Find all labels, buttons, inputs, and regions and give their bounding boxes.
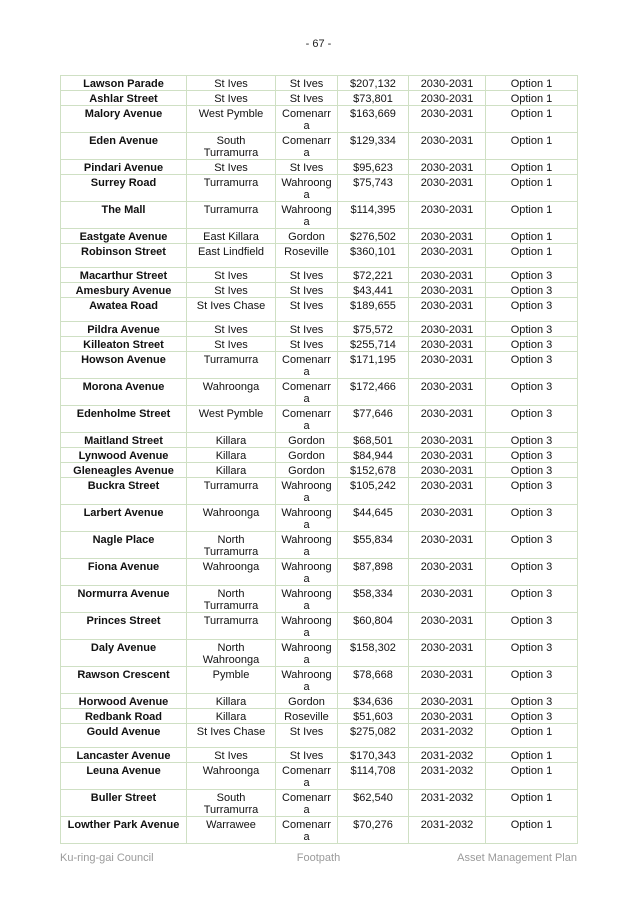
cell-option: Option 1 <box>486 160 578 175</box>
cell-street: Howson Avenue <box>61 352 187 379</box>
cell-period: 2030-2031 <box>409 298 486 322</box>
cell-cost: $73,801 <box>338 91 409 106</box>
cell-cost: $360,101 <box>338 244 409 268</box>
cell-period: 2030-2031 <box>409 352 486 379</box>
cell-cost: $105,242 <box>338 478 409 505</box>
cell-area: St Ives <box>276 748 338 763</box>
cell-cost: $158,302 <box>338 640 409 667</box>
cell-option: Option 1 <box>486 244 578 268</box>
cell-street: Morona Avenue <box>61 379 187 406</box>
cell-area: Wahroong a <box>276 667 338 694</box>
cell-option: Option 1 <box>486 817 578 844</box>
cell-suburb: North Wahroonga <box>187 640 276 667</box>
cell-area: St Ives <box>276 724 338 748</box>
cell-option: Option 3 <box>486 586 578 613</box>
cell-cost: $55,834 <box>338 532 409 559</box>
cell-option: Option 3 <box>486 559 578 586</box>
cell-street: Gould Avenue <box>61 724 187 748</box>
cell-option: Option 3 <box>486 283 578 298</box>
table-row <box>61 283 578 298</box>
table-row <box>61 463 578 478</box>
cell-cost: $129,334 <box>338 133 409 160</box>
cell-area: St Ives <box>276 76 338 91</box>
cell-suburb: South Turramurra <box>187 790 276 817</box>
cell-suburb: Wahroonga <box>187 505 276 532</box>
cell-period: 2030-2031 <box>409 76 486 91</box>
table-row <box>61 586 578 613</box>
cell-option: Option 3 <box>486 613 578 640</box>
cell-street: Gleneagles Avenue <box>61 463 187 478</box>
cell-period: 2030-2031 <box>409 379 486 406</box>
table-row <box>61 724 578 748</box>
cell-period: 2030-2031 <box>409 160 486 175</box>
cell-suburb: Turramurra <box>187 175 276 202</box>
cell-area: Comenarr a <box>276 379 338 406</box>
cell-period: 2031-2032 <box>409 817 486 844</box>
table-row <box>61 337 578 352</box>
cell-area: St Ives <box>276 322 338 337</box>
cell-option: Option 3 <box>486 463 578 478</box>
cell-street: Pildra Avenue <box>61 322 187 337</box>
cell-period: 2030-2031 <box>409 175 486 202</box>
cell-suburb: St Ives <box>187 76 276 91</box>
cell-street: Eastgate Avenue <box>61 229 187 244</box>
table-row <box>61 709 578 724</box>
table-row <box>61 478 578 505</box>
cell-cost: $75,572 <box>338 322 409 337</box>
cell-suburb: St Ives Chase <box>187 298 276 322</box>
cell-area: Comenarr a <box>276 763 338 790</box>
cell-area: Comenarr a <box>276 406 338 433</box>
cell-area: Wahroong a <box>276 505 338 532</box>
cell-period: 2030-2031 <box>409 532 486 559</box>
table-row <box>61 352 578 379</box>
cell-street: Leuna Avenue <box>61 763 187 790</box>
table-row <box>61 268 578 283</box>
cell-street: Redbank Road <box>61 709 187 724</box>
cell-period: 2030-2031 <box>409 433 486 448</box>
cell-cost: $172,466 <box>338 379 409 406</box>
cell-cost: $171,195 <box>338 352 409 379</box>
cell-option: Option 3 <box>486 433 578 448</box>
cell-period: 2030-2031 <box>409 586 486 613</box>
cell-suburb: Turramurra <box>187 478 276 505</box>
cell-suburb: Killara <box>187 709 276 724</box>
cell-area: St Ives <box>276 337 338 352</box>
cell-option: Option 1 <box>486 790 578 817</box>
table-row <box>61 505 578 532</box>
cell-period: 2030-2031 <box>409 268 486 283</box>
cell-suburb: Turramurra <box>187 202 276 229</box>
cell-period: 2030-2031 <box>409 559 486 586</box>
cell-suburb: St Ives <box>187 283 276 298</box>
cell-period: 2030-2031 <box>409 202 486 229</box>
cell-period: 2030-2031 <box>409 709 486 724</box>
cell-street: Ashlar Street <box>61 91 187 106</box>
cell-period: 2030-2031 <box>409 505 486 532</box>
cell-street: Malory Avenue <box>61 106 187 133</box>
cell-cost: $58,334 <box>338 586 409 613</box>
cell-street: Rawson Crescent <box>61 667 187 694</box>
cell-option: Option 1 <box>486 76 578 91</box>
cell-cost: $75,743 <box>338 175 409 202</box>
cell-cost: $189,655 <box>338 298 409 322</box>
table-row <box>61 748 578 763</box>
cell-cost: $114,395 <box>338 202 409 229</box>
cell-period: 2030-2031 <box>409 91 486 106</box>
cell-cost: $77,646 <box>338 406 409 433</box>
table-row <box>61 322 578 337</box>
cell-option: Option 3 <box>486 322 578 337</box>
cell-period: 2030-2031 <box>409 283 486 298</box>
table-row <box>61 433 578 448</box>
cell-street: Fiona Avenue <box>61 559 187 586</box>
cell-area: Gordon <box>276 229 338 244</box>
cell-street: Amesbury Avenue <box>61 283 187 298</box>
table-row <box>61 532 578 559</box>
cell-street: Lowther Park Avenue <box>61 817 187 844</box>
cell-period: 2031-2032 <box>409 763 486 790</box>
cell-suburb: North Turramurra <box>187 532 276 559</box>
cell-period: 2030-2031 <box>409 694 486 709</box>
cell-suburb: St Ives <box>187 322 276 337</box>
table-body <box>61 76 578 844</box>
cell-period: 2030-2031 <box>409 463 486 478</box>
cell-option: Option 1 <box>486 763 578 790</box>
cell-area: Comenarr a <box>276 133 338 160</box>
cell-suburb: South Turramurra <box>187 133 276 160</box>
cell-option: Option 3 <box>486 667 578 694</box>
cell-option: Option 3 <box>486 709 578 724</box>
cell-option: Option 3 <box>486 694 578 709</box>
cell-period: 2030-2031 <box>409 229 486 244</box>
cell-period: 2030-2031 <box>409 244 486 268</box>
cell-period: 2030-2031 <box>409 406 486 433</box>
table-row <box>61 817 578 844</box>
cell-option: Option 3 <box>486 352 578 379</box>
cell-suburb: St Ives <box>187 91 276 106</box>
table-row <box>61 790 578 817</box>
table-row <box>61 202 578 229</box>
cell-suburb: St Ives <box>187 748 276 763</box>
footpath-works-table <box>60 75 578 844</box>
cell-area: St Ives <box>276 91 338 106</box>
cell-suburb: Pymble <box>187 667 276 694</box>
cell-option: Option 1 <box>486 202 578 229</box>
cell-suburb: Killara <box>187 694 276 709</box>
cell-street: Eden Avenue <box>61 133 187 160</box>
cell-suburb: Turramurra <box>187 613 276 640</box>
cell-suburb: West Pymble <box>187 106 276 133</box>
cell-area: Roseville <box>276 244 338 268</box>
cell-cost: $72,221 <box>338 268 409 283</box>
cell-area: Wahroong a <box>276 175 338 202</box>
cell-area: Wahroong a <box>276 202 338 229</box>
cell-cost: $51,603 <box>338 709 409 724</box>
cell-area: Wahroong a <box>276 613 338 640</box>
cell-street: Awatea Road <box>61 298 187 322</box>
cell-period: 2031-2032 <box>409 748 486 763</box>
cell-period: 2030-2031 <box>409 322 486 337</box>
cell-option: Option 3 <box>486 640 578 667</box>
cell-suburb: St Ives <box>187 337 276 352</box>
table-row <box>61 244 578 268</box>
cell-area: Gordon <box>276 433 338 448</box>
cell-option: Option 3 <box>486 298 578 322</box>
table-row <box>61 175 578 202</box>
cell-cost: $62,540 <box>338 790 409 817</box>
table-row <box>61 298 578 322</box>
cell-suburb: Wahroonga <box>187 559 276 586</box>
cell-period: 2030-2031 <box>409 133 486 160</box>
cell-period: 2031-2032 <box>409 790 486 817</box>
cell-option: Option 3 <box>486 505 578 532</box>
cell-area: Wahroong a <box>276 559 338 586</box>
cell-street: Buller Street <box>61 790 187 817</box>
cell-suburb: East Lindfield <box>187 244 276 268</box>
table-row <box>61 559 578 586</box>
cell-cost: $43,441 <box>338 283 409 298</box>
cell-suburb: Killara <box>187 463 276 478</box>
cell-street: Nagle Place <box>61 532 187 559</box>
cell-suburb: West Pymble <box>187 406 276 433</box>
cell-option: Option 1 <box>486 106 578 133</box>
cell-option: Option 3 <box>486 268 578 283</box>
cell-cost: $87,898 <box>338 559 409 586</box>
cell-suburb: St Ives Chase <box>187 724 276 748</box>
cell-cost: $255,714 <box>338 337 409 352</box>
cell-option: Option 3 <box>486 337 578 352</box>
cell-street: Maitland Street <box>61 433 187 448</box>
cell-cost: $70,276 <box>338 817 409 844</box>
footer-plan-title: Asset Management Plan <box>457 852 577 864</box>
cell-street: Surrey Road <box>61 175 187 202</box>
cell-period: 2030-2031 <box>409 337 486 352</box>
cell-street: Larbert Avenue <box>61 505 187 532</box>
cell-cost: $163,669 <box>338 106 409 133</box>
cell-area: Wahroong a <box>276 478 338 505</box>
cell-street: Princes Street <box>61 613 187 640</box>
cell-option: Option 3 <box>486 379 578 406</box>
cell-suburb: St Ives <box>187 160 276 175</box>
cell-street: The Mall <box>61 202 187 229</box>
cell-cost: $275,082 <box>338 724 409 748</box>
cell-cost: $34,636 <box>338 694 409 709</box>
table-row <box>61 694 578 709</box>
cell-period: 2030-2031 <box>409 448 486 463</box>
cell-option: Option 1 <box>486 91 578 106</box>
cell-street: Macarthur Street <box>61 268 187 283</box>
page-number: - 67 - <box>305 38 332 50</box>
cell-street: Lawson Parade <box>61 76 187 91</box>
table-row <box>61 76 578 91</box>
table-row <box>61 763 578 790</box>
cell-cost: $84,944 <box>338 448 409 463</box>
cell-option: Option 1 <box>486 175 578 202</box>
cell-cost: $60,804 <box>338 613 409 640</box>
cell-period: 2030-2031 <box>409 613 486 640</box>
cell-area: Gordon <box>276 694 338 709</box>
cell-area: Wahroong a <box>276 640 338 667</box>
cell-street: Buckra Street <box>61 478 187 505</box>
cell-area: St Ives <box>276 268 338 283</box>
cell-period: 2030-2031 <box>409 640 486 667</box>
cell-option: Option 3 <box>486 448 578 463</box>
cell-area: Comenarr a <box>276 352 338 379</box>
cell-cost: $78,668 <box>338 667 409 694</box>
cell-street: Lynwood Avenue <box>61 448 187 463</box>
cell-suburb: Killara <box>187 433 276 448</box>
cell-area: St Ives <box>276 283 338 298</box>
cell-cost: $152,678 <box>338 463 409 478</box>
cell-suburb: Wahroonga <box>187 763 276 790</box>
cell-suburb: St Ives <box>187 268 276 283</box>
cell-area: Comenarr a <box>276 106 338 133</box>
table-row <box>61 91 578 106</box>
cell-option: Option 3 <box>486 532 578 559</box>
cell-suburb: Warrawee <box>187 817 276 844</box>
cell-street: Pindari Avenue <box>61 160 187 175</box>
cell-area: St Ives <box>276 298 338 322</box>
cell-suburb: Killara <box>187 448 276 463</box>
cell-area: St Ives <box>276 160 338 175</box>
table-row <box>61 640 578 667</box>
cell-street: Horwood Avenue <box>61 694 187 709</box>
footer-council: Ku-ring-gai Council <box>60 852 154 864</box>
cell-period: 2030-2031 <box>409 667 486 694</box>
cell-option: Option 3 <box>486 406 578 433</box>
cell-suburb: North Turramurra <box>187 586 276 613</box>
cell-option: Option 1 <box>486 748 578 763</box>
cell-street: Edenholme Street <box>61 406 187 433</box>
table-row <box>61 448 578 463</box>
cell-street: Robinson Street <box>61 244 187 268</box>
cell-period: 2030-2031 <box>409 478 486 505</box>
cell-option: Option 1 <box>486 229 578 244</box>
cell-cost: $170,343 <box>338 748 409 763</box>
cell-option: Option 1 <box>486 133 578 160</box>
cell-area: Gordon <box>276 448 338 463</box>
table-row <box>61 133 578 160</box>
cell-area: Wahroong a <box>276 532 338 559</box>
cell-option: Option 1 <box>486 724 578 748</box>
cell-period: 2030-2031 <box>409 106 486 133</box>
cell-cost: $68,501 <box>338 433 409 448</box>
cell-street: Daly Avenue <box>61 640 187 667</box>
cell-street: Lancaster Avenue <box>61 748 187 763</box>
cell-area: Gordon <box>276 463 338 478</box>
table-row <box>61 613 578 640</box>
cell-area: Comenarr a <box>276 790 338 817</box>
table-row <box>61 406 578 433</box>
cell-area: Wahroong a <box>276 586 338 613</box>
footer-section: Footpath <box>296 852 341 864</box>
cell-cost: $95,623 <box>338 160 409 175</box>
cell-option: Option 3 <box>486 478 578 505</box>
cell-suburb: Wahroonga <box>187 379 276 406</box>
cell-suburb: Turramurra <box>187 352 276 379</box>
cell-area: Roseville <box>276 709 338 724</box>
table-row <box>61 106 578 133</box>
table-row <box>61 667 578 694</box>
cell-area: Comenarr a <box>276 817 338 844</box>
cell-cost: $114,708 <box>338 763 409 790</box>
cell-cost: $44,645 <box>338 505 409 532</box>
cell-cost: $207,132 <box>338 76 409 91</box>
table-row <box>61 229 578 244</box>
cell-period: 2031-2032 <box>409 724 486 748</box>
table-row <box>61 160 578 175</box>
cell-suburb: East Killara <box>187 229 276 244</box>
cell-cost: $276,502 <box>338 229 409 244</box>
table-row <box>61 379 578 406</box>
cell-street: Killeaton Street <box>61 337 187 352</box>
cell-street: Normurra Avenue <box>61 586 187 613</box>
